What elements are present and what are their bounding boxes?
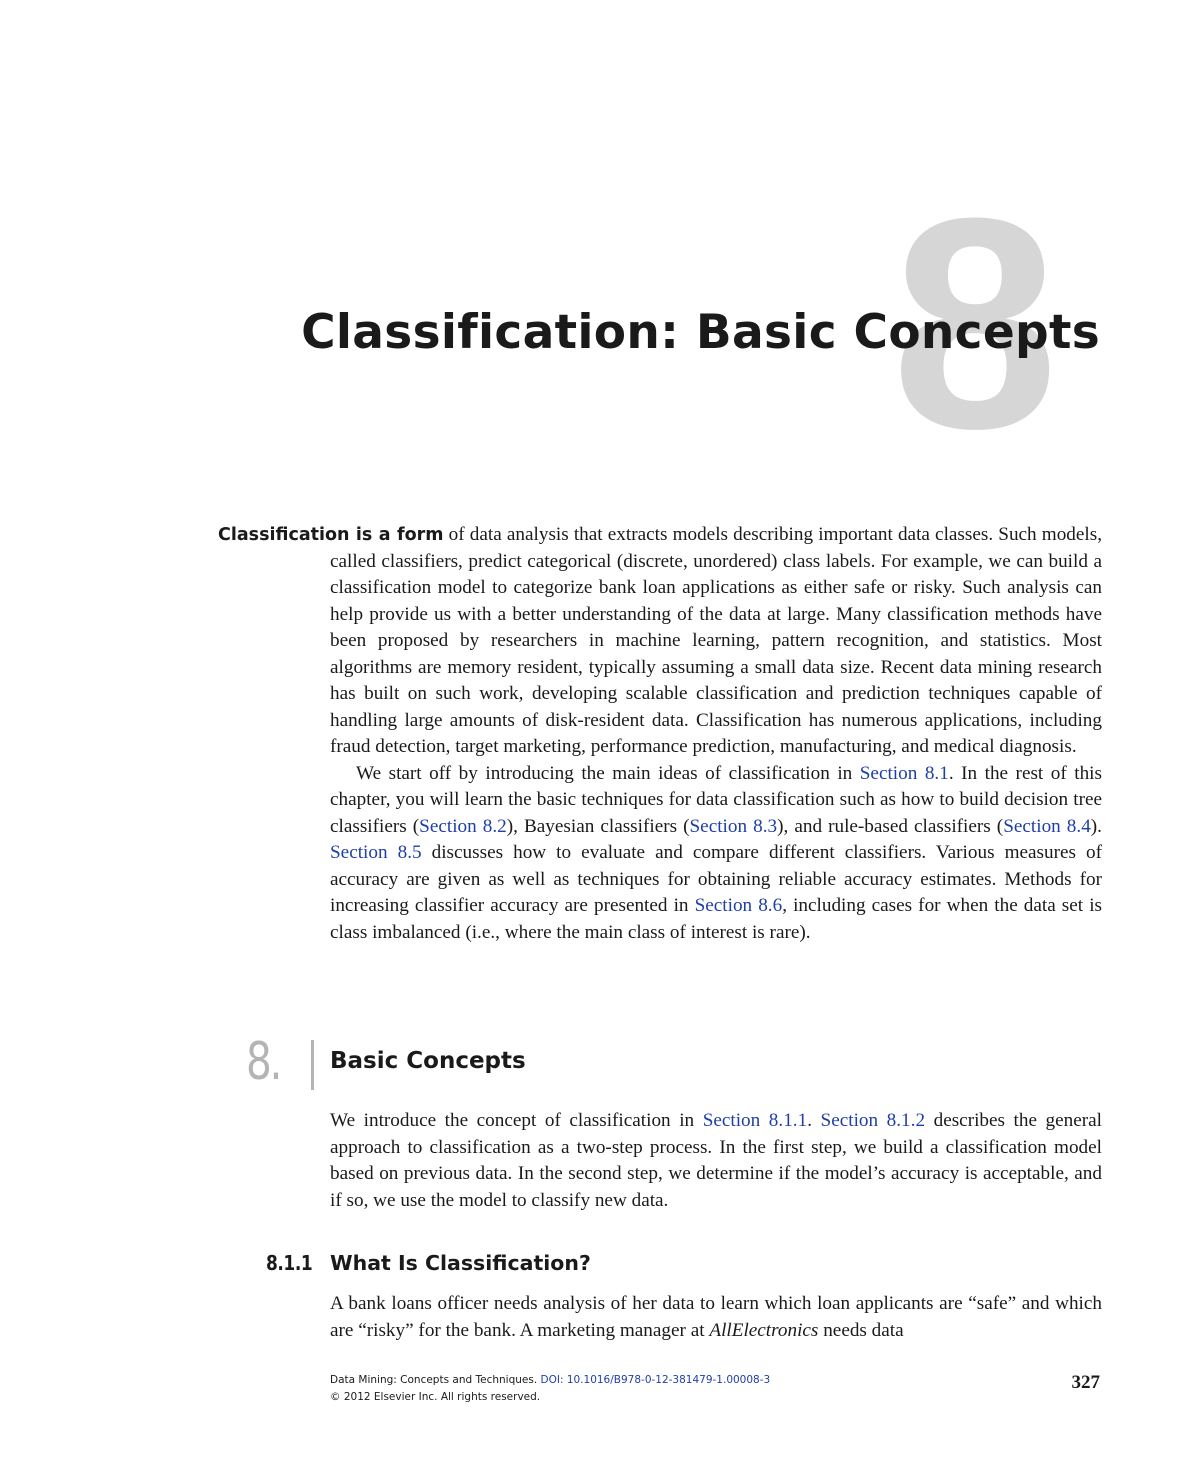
chapter-number: 8 <box>891 155 1059 491</box>
section-8-1-1-link[interactable]: Section 8.1.1 <box>702 1110 808 1131</box>
section-divider <box>311 1040 314 1090</box>
section-text <box>330 1108 1102 1214</box>
text-run: , including cases for when the data set is class imbalanced (i.e., where the main class of interest is rare). <box>330 895 1102 943</box>
text-run: . In the rest of this chapter, you will learn the basic techniques for data classification such as how to build decision tree classifiers ( <box>330 762 1102 837</box>
text-run: . <box>807 1110 821 1131</box>
intro-paragraph-1-text: of data analysis that extracts models describing important data classes. Such models, called classifiers, predict categorical (discrete, unordered) class labels. For example, we can build a classification model to categorize bank loan applications as either safe or risky. Such analysis can help provide us with a better understanding of the data at large. Many classification methods have been proposed by researchers in machine learning, pattern recognition, and statistics. Most algorithms are memory resident, typically assuming a small data size. Recent data mining research has built on such work, developing scalable classification and prediction techniques capable of handling large amounts of disk-resident data. Classification has numerous applications, including fraud detection, target marketing, performance prediction, manufacturing, and medical diagnosis. <box>330 524 1103 757</box>
subsection-text <box>330 1291 1102 1344</box>
text-run: A bank loans officer needs analysis of her data to learn which loan applicants are “safe” and which are “risky” for the bank. A marketing manager at <box>330 1293 1102 1341</box>
text-run: needs data <box>818 1319 904 1341</box>
footer-citation <box>330 1372 770 1388</box>
section-title: Basic Concepts <box>330 1048 526 1074</box>
intro-lead: Classification is a form <box>218 525 444 545</box>
company-name: AllElectronics <box>709 1319 819 1341</box>
section-8-1-2-link[interactable]: Section 8.1.2 <box>820 1110 926 1131</box>
text-run: ). <box>1090 815 1102 837</box>
text-run: describes the general approach to classification as a two-step process. In the first step, we build a classification model based on previous data. In the second step, we determine if the model’s accuracy is acceptable, and if so, we use the model to classify new data. <box>330 1110 1103 1211</box>
subsection-paragraph <box>330 1291 1102 1344</box>
text-run: ), and rule-based classifiers ( <box>777 815 1004 837</box>
subsection-title: What Is Classification? <box>330 1251 591 1275</box>
section-8-6-link[interactable]: Section 8.6 <box>694 895 783 916</box>
text-run: ), Bayesian classifiers ( <box>506 815 690 837</box>
doi-link[interactable]: DOI: 10.1016/B978-0-12-381479-1.00008-3 <box>540 1374 771 1386</box>
intro-paragraph-2 <box>330 761 1102 947</box>
chapter-title: Classification: Basic Concepts <box>301 305 1100 360</box>
text-run: We introduce the concept of classification in <box>330 1110 703 1131</box>
section-8-4-link[interactable]: Section 8.4 <box>1003 815 1091 837</box>
section-8-5-link[interactable]: Section 8.5 <box>330 842 422 863</box>
section-paragraph <box>330 1108 1102 1214</box>
section-8-1-link[interactable]: Section 8.1 <box>859 762 949 784</box>
intro-text <box>218 522 1103 946</box>
text-run: discusses how to evaluate and compare different classifiers. Various measures of accuracy are given as well as techniques for obtaining reliable accuracy estimates. Methods for increasing classifier accuracy are presented in <box>330 842 1102 916</box>
subsection-number: 8.1.1 <box>266 1251 313 1275</box>
text-run: We start off by introducing the main ideas of classification in <box>356 762 860 784</box>
page-number: 327 <box>1071 1372 1100 1393</box>
footer-copyright: © 2012 Elsevier Inc. All rights reserved. <box>330 1391 541 1403</box>
intro-paragraph-1 <box>218 522 1103 761</box>
section-number: 8. <box>246 1032 281 1092</box>
footer-book: Data Mining: Concepts and Techniques. <box>330 1374 538 1386</box>
section-8-2-link[interactable]: Section 8.2 <box>419 815 507 837</box>
section-8-3-link[interactable]: Section 8.3 <box>689 815 778 837</box>
